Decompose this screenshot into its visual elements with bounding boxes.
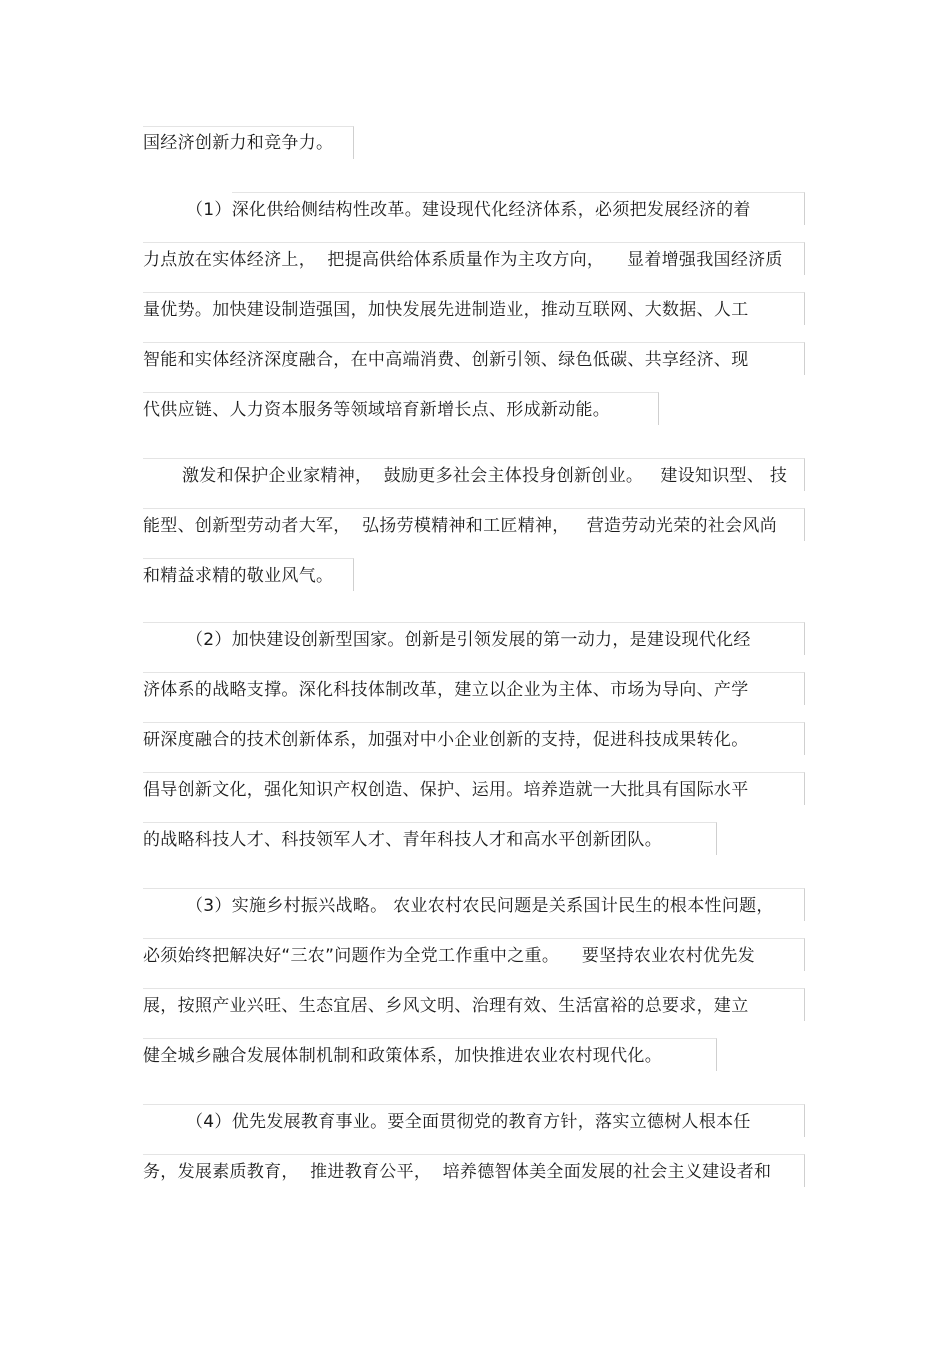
text-line: 济体系的战略支撑。深化科技体制改革，建立以企业为主体、市场为导向、产学: [143, 680, 749, 700]
text-line: 的战略科技人才、科技领军人才、青年科技人才和高水平创新团队。: [143, 830, 662, 850]
text-line: 量优势。加快建设制造强国，加快发展先进制造业，推动互联网、大数据、人工: [143, 300, 749, 320]
text-line: （3）实施乡村振兴战略。 农业农村农民问题是关系国计民生的根本性问题，: [186, 896, 774, 916]
text-line: 国经济创新力和竞争力。: [143, 133, 334, 153]
text-line: 倡导创新文化，强化知识产权创造、保护、运用。培养造就一大批具有国际水平: [143, 780, 749, 800]
text-line: 激发和保护企业家精神， 鼓励更多社会主体投身创新创业。 建设知识型、 技: [182, 466, 788, 486]
text-line: 力点放在实体经济上， 把提高供给体系质量作为主攻方向， 显着增强我国经济质: [143, 250, 783, 270]
text-line: （1）深化供给侧结构性改革。建设现代化经济体系，必须把发展经济的着: [186, 200, 751, 220]
text-line: 务，发展素质教育， 推进教育公平， 培养德智体美全面发展的社会主义建设者和: [143, 1162, 772, 1182]
text-line: 必须始终把解决好“三农”问题作为全党工作重中之重。 要坚持农业农村优先发: [143, 946, 755, 966]
text-line: 智能和实体经济深度融合，在中高端消费、创新引领、绿色低碳、共享经济、现: [143, 350, 749, 370]
text-line: 代供应链、人力资本服务等领域培育新增长点、形成新动能。: [143, 400, 611, 420]
text-line: 展，按照产业兴旺、生态宜居、乡风文明、治理有效、生活富裕的总要求，建立: [143, 996, 749, 1016]
text-line: 研深度融合的技术创新体系，加强对中小企业创新的支持，促进科技成果转化。: [143, 730, 749, 750]
text-line: 能型、创新型劳动者大军， 弘扬劳模精神和工匠精神， 营造劳动光荣的社会风尚: [143, 516, 778, 536]
text-line: 和精益求精的敬业风气。: [143, 566, 334, 586]
text-line: （4）优先发展教育事业。要全面贯彻党的教育方针，落实立德树人根本任: [186, 1112, 751, 1132]
text-line: 健全城乡融合发展体制机制和政策体系，加快推进农业农村现代化。: [143, 1046, 662, 1066]
text-line: （2）加快建设创新型国家。创新是引领发展的第一动力，是建设现代化经: [186, 630, 751, 650]
